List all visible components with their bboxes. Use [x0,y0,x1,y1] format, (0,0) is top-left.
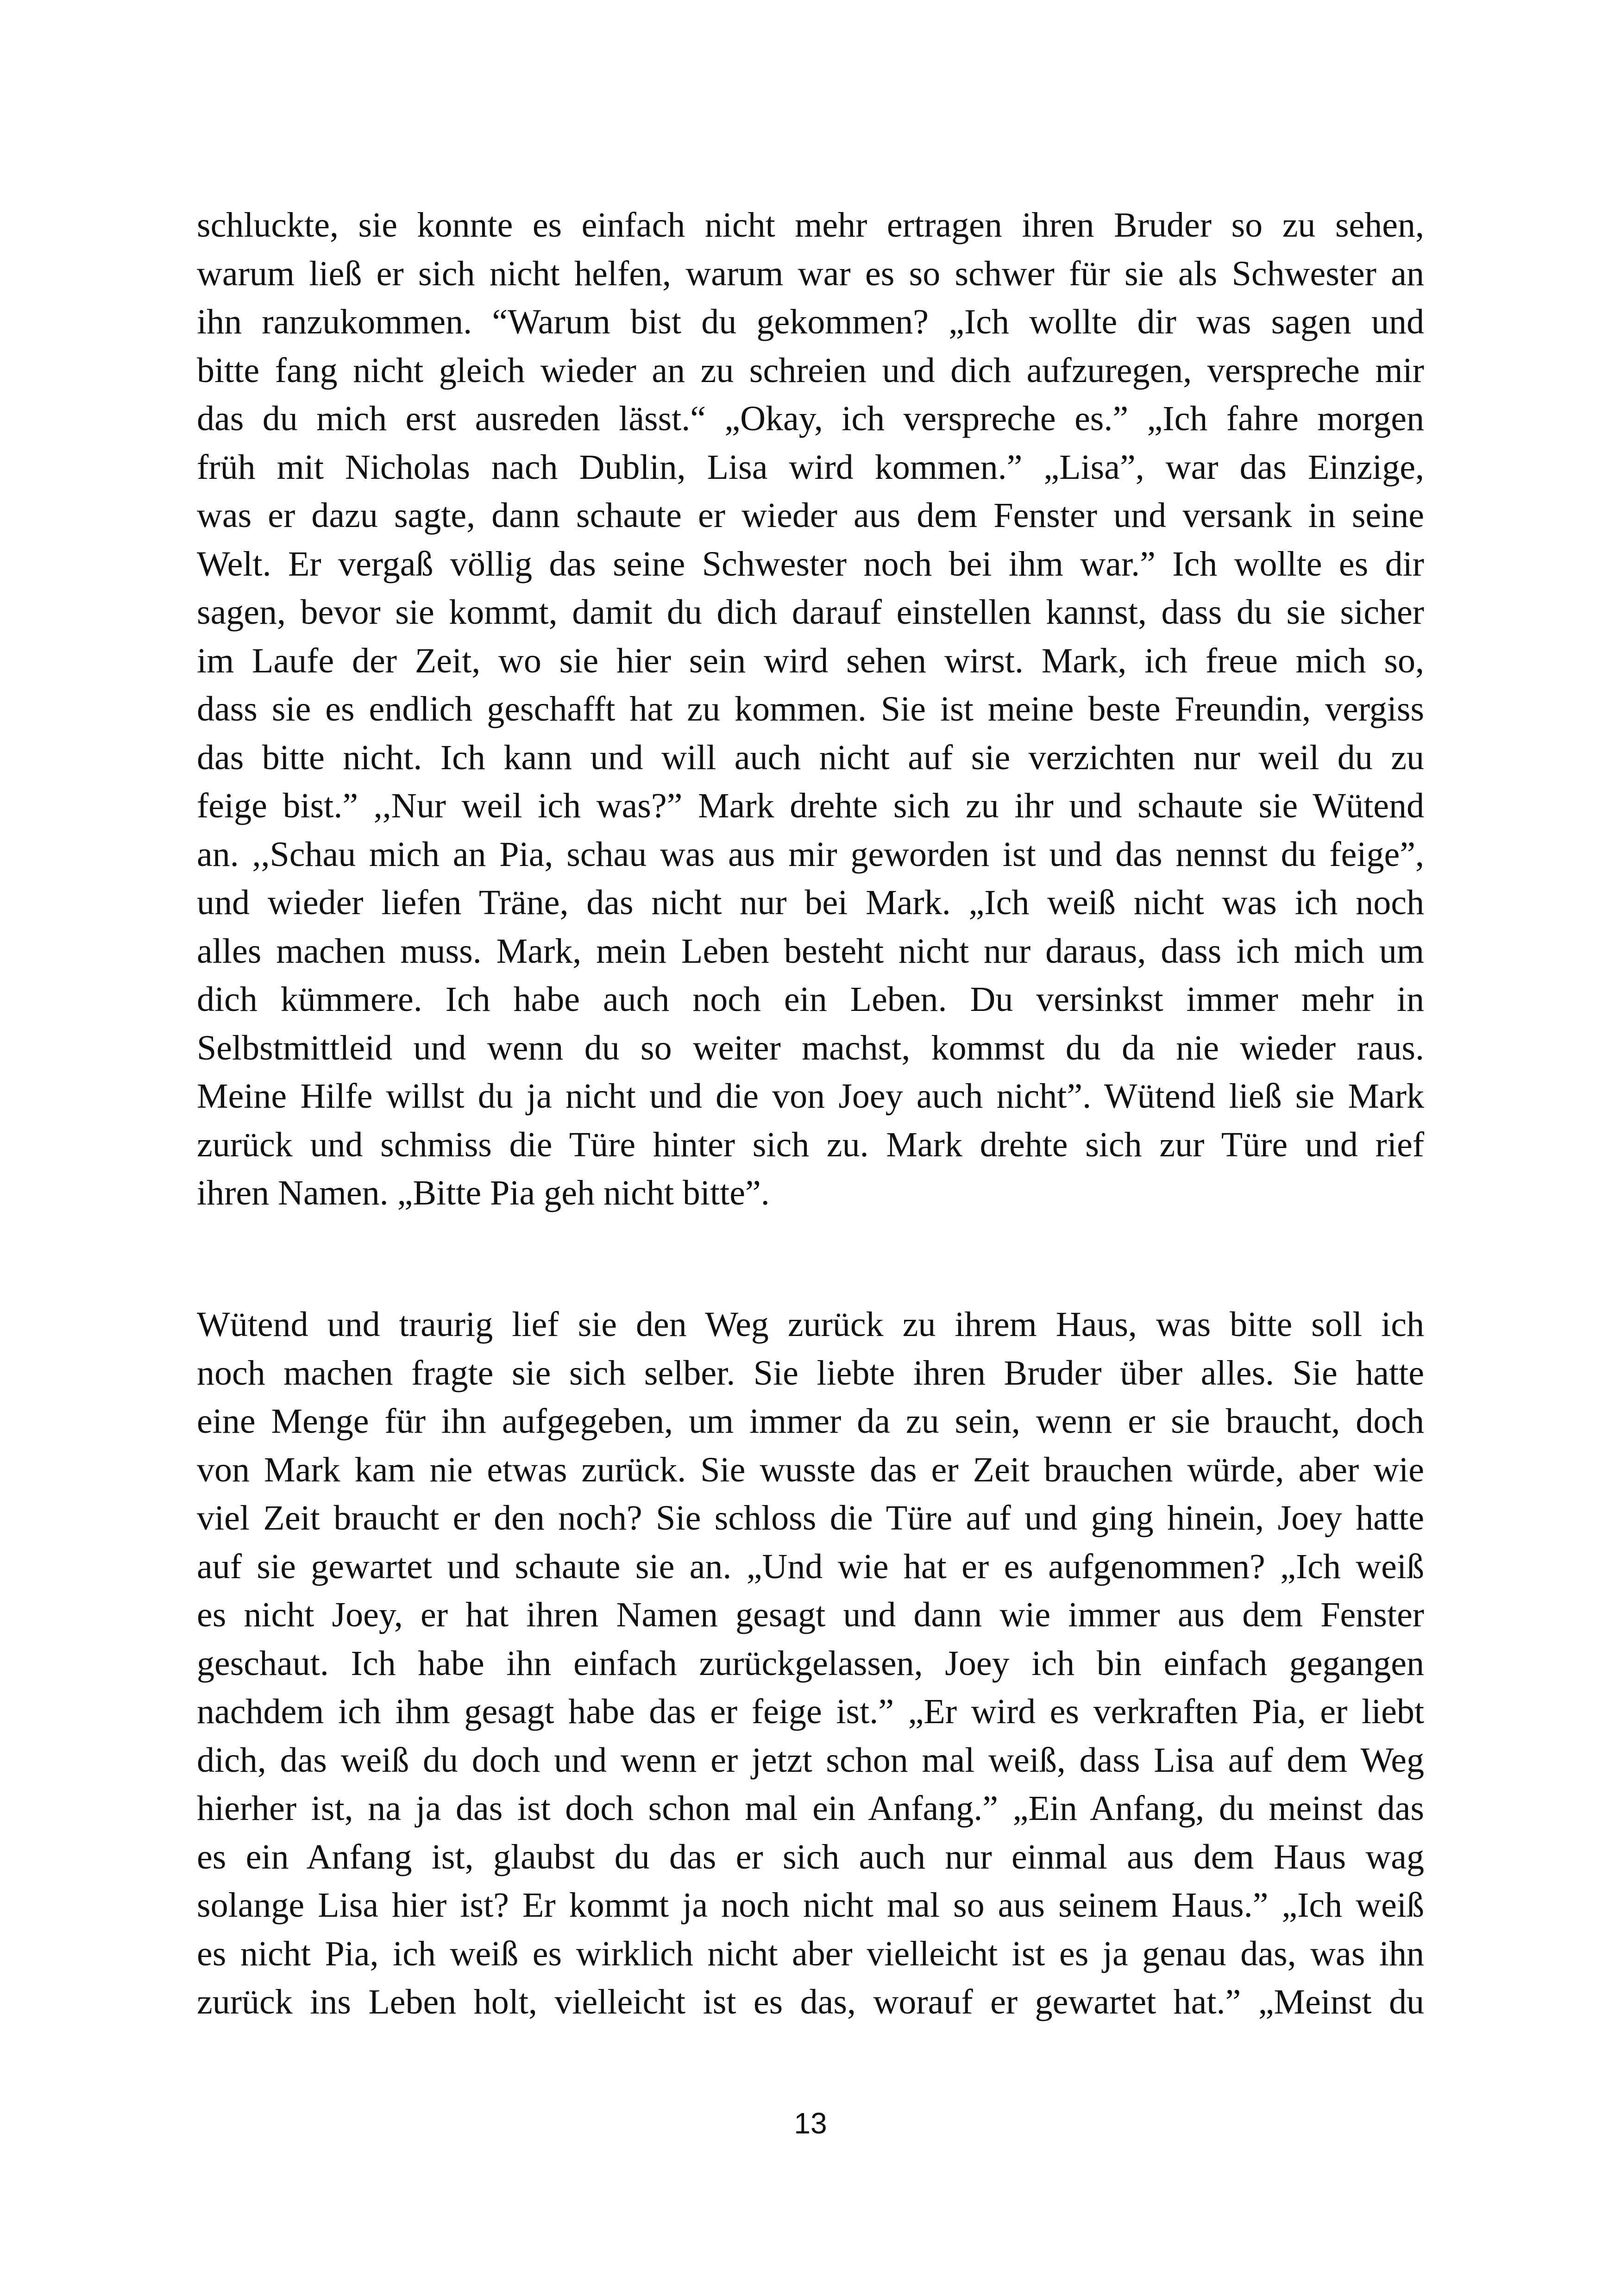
text-line: solange Lisa hier ist? Er kommt ja noch nicht mal so aus seinem Haus.” „Ich weiß [197,1886,1424,1925]
text-line: bitte fang nicht gleich wieder an zu schreien und dich aufzuregen, verspreche mir [197,351,1424,390]
paragraph-1 [197,201,1424,1217]
text-line: und wieder liefen Träne, das nicht nur bei Mark. „Ich weiß nicht was ich noch [197,883,1424,922]
text-line: es nicht Pia, ich weiß es wirklich nicht aber vielleicht ist es ja genau das, was ihn [197,1934,1424,1973]
text-line: Meine Hilfe willst du ja nicht und die von Joey auch nicht”. Wütend ließ sie Mark [197,1077,1424,1116]
text-line: dich kümmere. Ich habe auch noch ein Leben. Du versinkst immer mehr in [197,980,1424,1019]
text-line: nachdem ich ihm gesagt habe das er feige ist.” „Er wird es verkraften Pia, er liebt [197,1692,1424,1731]
text-line: geschaut. Ich habe ihn einfach zurückgelassen, Joey ich bin einfach gegangen [197,1644,1424,1683]
text-line: eine Menge für ihn aufgegeben, um immer da zu sein, wenn er sie braucht, doch [197,1402,1424,1441]
text-line: im Laufe der Zeit, wo sie hier sein wird sehen wirst. Mark, ich freue mich so, [197,641,1424,680]
text-line: es nicht Joey, er hat ihren Namen gesagt und dann wie immer aus dem Fenster [197,1595,1424,1634]
text-line: Selbstmittleid und wenn du so weiter machst, kommst du da nie wieder raus. [197,1028,1424,1067]
text-line: ihren Namen. „Bitte Pia geh nicht bitte”. [197,1173,770,1212]
text-line: zurück ins Leben holt, vielleicht ist es das, worauf er gewartet hat.” „Meinst du [197,1982,1424,2021]
text-line: von Mark kam nie etwas zurück. Sie wusste das er Zeit brauchen würde, aber wie [197,1450,1424,1489]
text-line: an. ,,Schau mich an Pia, schau was aus mir geworden ist und das nennst du feige”, [197,834,1424,874]
page-number: 13 [794,2107,827,2140]
text-line: auf sie gewartet und schaute sie an. „Und wie hat er es aufgenommen? „Ich weiß [197,1547,1424,1586]
text-line: das bitte nicht. Ich kann und will auch nicht auf sie verzichten nur weil du zu [197,738,1424,777]
text-line: Welt. Er vergaß völlig das seine Schwester noch bei ihm war.” Ich wollte es dir [197,544,1424,583]
text-line: ihn ranzukommen. “Warum bist du gekommen? „Ich wollte dir was sagen und [197,302,1424,341]
text-line: das du mich erst ausreden lässt.“ „Okay, ich verspreche es.” „Ich fahre morgen [197,399,1424,438]
text-line: viel Zeit braucht er den noch? Sie schloss die Türe auf und ging hinein, Joey hatte [197,1499,1424,1537]
text-line: zurück und schmiss die Türe hinter sich zu. Mark drehte sich zur Türe und rief [197,1125,1424,1164]
text-line: Wütend und traurig lief sie den Weg zurück zu ihrem Haus, was bitte soll ich [197,1305,1424,1344]
text-line: schluckte, sie konnte es einfach nicht mehr ertragen ihren Bruder so zu sehen, [197,206,1424,245]
text-line: hierher ist, na ja das ist doch schon mal ein Anfang.” „Ein Anfang, du meinst das [197,1789,1424,1828]
text-line: warum ließ er sich nicht helfen, warum war es so schwer für sie als Schwester an [197,254,1424,293]
text-line: es ein Anfang ist, glaubst du das er sich auch nur einmal aus dem Haus wag [197,1837,1424,1876]
text-line: dass sie es endlich geschafft hat zu kommen. Sie ist meine beste Freundin, vergiss [197,690,1424,728]
text-line: was er dazu sagte, dann schaute er wieder aus dem Fenster und versank in seine [197,496,1424,535]
text-line: dich, das weiß du doch und wenn er jetzt schon mal weiß, dass Lisa auf dem Weg [197,1740,1424,1780]
text-line: feige bist.” ,,Nur weil ich was?” Mark drehte sich zu ihr und schaute sie Wütend [197,786,1424,825]
text-line: sagen, bevor sie kommt, damit du dich darauf einstellen kannst, dass du sie sicher [197,593,1424,632]
text-line: noch machen fragte sie sich selber. Sie liebte ihren Bruder über alles. Sie hatte [197,1353,1424,1393]
paragraph-2 [197,1300,1424,2026]
text-line: alles machen muss. Mark, mein Leben besteht nicht nur daraus, dass ich mich um [197,931,1424,971]
text-line: früh mit Nicholas nach Dublin, Lisa wird kommen.” „Lisa”, war das Einzige, [197,447,1424,487]
